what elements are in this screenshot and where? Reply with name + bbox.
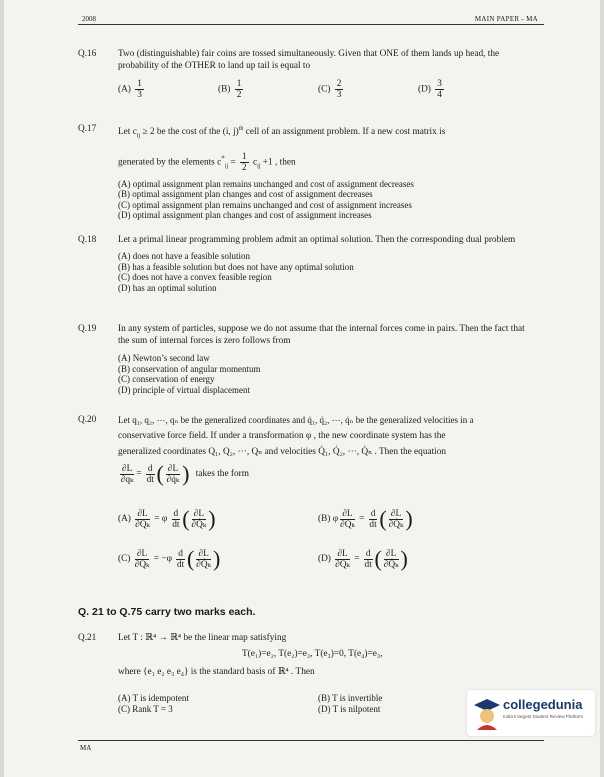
- question-line-2: conservative force field. If under a transformation φ , the new coordinate system has the: [118, 431, 446, 441]
- question-number: Q.16: [78, 49, 97, 59]
- q20-option-d: (D) $\frac{\partial L}{\text{∂Qₖ}}$ = $\frac{d}{dt}$ ( $\frac{\partial L}{\text{∂Q̇ₖ}}$ ): [318, 546, 408, 571]
- option-list: [78, 353, 538, 395]
- question-text: In any system of particles, suppose we do not assume that the internal forces come in pairs. Then the fact that the sum of internal forces is zero follows from: [118, 324, 525, 346]
- question-number: Q.18: [78, 235, 97, 245]
- option-fraction: $\frac{1}{2}$: [236, 79, 242, 100]
- option-list: [78, 251, 538, 293]
- option-c: (C) does not have a convex feasible region: [118, 272, 272, 282]
- watermark-logo: [467, 690, 595, 736]
- footer-rule: [78, 740, 544, 741]
- question-generated-line: generated by the elements $c^*_{ij}$ = $\frac{1}{2}$ $c_{ij} +1$ , then: [118, 151, 296, 173]
- map-equation: T(e₁)=e₂, T(e₂)=e₃, T(e₃)=0, T(e₄)=e₃,: [242, 649, 383, 659]
- q16-option-c: [318, 79, 345, 100]
- section-heading: Q. 21 to Q.75 carry two marks each.: [78, 606, 256, 618]
- graduate-icon: [472, 696, 502, 730]
- option-c: (C) conservation of energy: [118, 374, 215, 384]
- option-a: (A) Newton’s second law: [118, 353, 210, 363]
- option-c: (C) optimal assignment plan remains unchanged and cost of assignment increases: [118, 199, 412, 210]
- q21-option-c: (C) Rank T = 3: [118, 704, 173, 714]
- q21-option-d: (D) T is nilpotent: [318, 704, 381, 714]
- q16-option-b: [218, 79, 245, 100]
- option-label: (C): [118, 554, 131, 565]
- option-b: (B) conservation of angular momentum: [118, 363, 261, 374]
- q16-option-d: [418, 79, 446, 100]
- option-label: (A): [118, 514, 131, 525]
- question-number: Q.21: [78, 633, 97, 643]
- option-label: (D): [418, 84, 431, 95]
- question-text: Let $c_{ij} \ge 2$ be the cost of the (i, j)$^{th}$ cell of an assignment problem. If a new cost matrix is: [118, 126, 446, 139]
- eq-tail: takes the form: [195, 469, 249, 480]
- logo-tagline: India's largest Student Review Platform: [503, 714, 584, 719]
- question-text: Let a primal linear programming problem admit an optimal solution. Then the corresponding dual problem: [118, 235, 516, 245]
- header-paper: MAIN PAPER - MA: [474, 15, 538, 23]
- question-number: Q.17: [78, 124, 97, 134]
- q21-option-a: (A) T is idempotent: [118, 693, 189, 703]
- question-number: Q.20: [78, 415, 97, 425]
- exam-page: [4, 0, 600, 777]
- option-fraction: $\frac{1}{3}$: [137, 79, 142, 100]
- basis-text: where {e₁ e₂ e₃ e₄} is the standard basis of ℝ⁴ . Then: [118, 667, 315, 677]
- footer-code: MA: [80, 744, 92, 752]
- question-number: Q.19: [78, 324, 97, 334]
- question-text: Two (distinguishable) fair coins are tossed simultaneously. Given that ONE of them lands up head, the probability of the OTHER to land up tail is equal to: [118, 49, 500, 71]
- option-list: [78, 179, 538, 221]
- option-a: (A) optimal assignment plan remains unchanged and cost of assignment decreases: [118, 178, 414, 189]
- option-fraction: $\frac{2}{3}$: [336, 79, 342, 100]
- q20-option-b: (B) φ $\frac{\partial L}{\text{∂Qₖ}}$ = $\frac{d}{dt}$ ( $\frac{\partial L}{\text{∂Q̇ₖ}}$ ): [318, 506, 413, 531]
- option-d: (D) optimal assignment plan changes and cost of assignment increases: [118, 210, 372, 221]
- header-rule: [78, 24, 544, 25]
- option-label: (C): [318, 84, 331, 95]
- question-20: [78, 414, 538, 458]
- question-text: Let T : ℝ⁴ → ℝ⁴ be the linear map satisfying: [118, 633, 287, 643]
- question-line-1: Let q₁, q₂, ⋯, qₙ be the generalized coordinates and q̇₁, q̇₂, ⋯, q̇ₙ be the generalized velocities in a: [118, 415, 474, 425]
- q16-option-a: [118, 79, 146, 100]
- option-d: (D) principle of virtual displacement: [118, 384, 250, 395]
- option-label: (B): [218, 84, 231, 95]
- q20-option-a: (A) $\frac{\partial L}{\text{∂Qₖ}}$ = φ $\frac{d}{dt}$ ( $\frac{\partial L}{\text{∂Q̇ₖ}}$ ): [118, 506, 216, 531]
- eq-derivative: $\frac{d}{dt}$: [146, 463, 154, 485]
- eq-lhs: $\frac{\partial L}{\text{∂qₖ}}$: [120, 463, 134, 485]
- option-d: (D) has an optimal solution: [118, 282, 217, 293]
- eq-inner: $\frac{\partial L}{\text{∂q̇ₖ}}$: [166, 463, 180, 485]
- q20-equation: $\frac{\partial L}{\text{∂qₖ}}$ = $\frac{d}{dt}$ ( $\frac{\partial L}{\text{∂q̇ₖ}}$ ) takes the form: [120, 461, 249, 486]
- question-16: [78, 48, 538, 72]
- option-a: (A) does not have a feasible solution: [118, 251, 250, 261]
- question-21: [78, 632, 538, 678]
- q21-option-b: (B) T is invertible: [318, 693, 383, 703]
- option-label: (A): [118, 84, 131, 95]
- question-18: [78, 234, 538, 293]
- option-b: (B) has a feasible solution but does not have any optimal solution: [118, 261, 354, 272]
- option-label: (B): [318, 514, 331, 525]
- logo-brand: collegedunia: [503, 697, 583, 712]
- question-line-3: generalized coordinates Q₁, Q₂, ⋯, Qₙ and velocities Q̇₁, Q̇₂, ⋯, Q̇ₙ . Then the equation: [118, 447, 447, 457]
- q20-option-c: (C) $\frac{\partial L}{\text{∂Qₖ}}$ = −φ $\frac{d}{dt}$ ( $\frac{\partial L}{\text{∂Q̇ₖ}}$ ): [118, 546, 221, 571]
- option-b: (B) optimal assignment plan changes and cost of assignment decreases: [118, 189, 373, 200]
- header-year: 2008: [82, 15, 96, 23]
- option-label: (D): [318, 554, 331, 565]
- question-19: [78, 323, 538, 395]
- option-fraction: $\frac{3}{4}$: [437, 79, 442, 100]
- question-17: [78, 123, 538, 221]
